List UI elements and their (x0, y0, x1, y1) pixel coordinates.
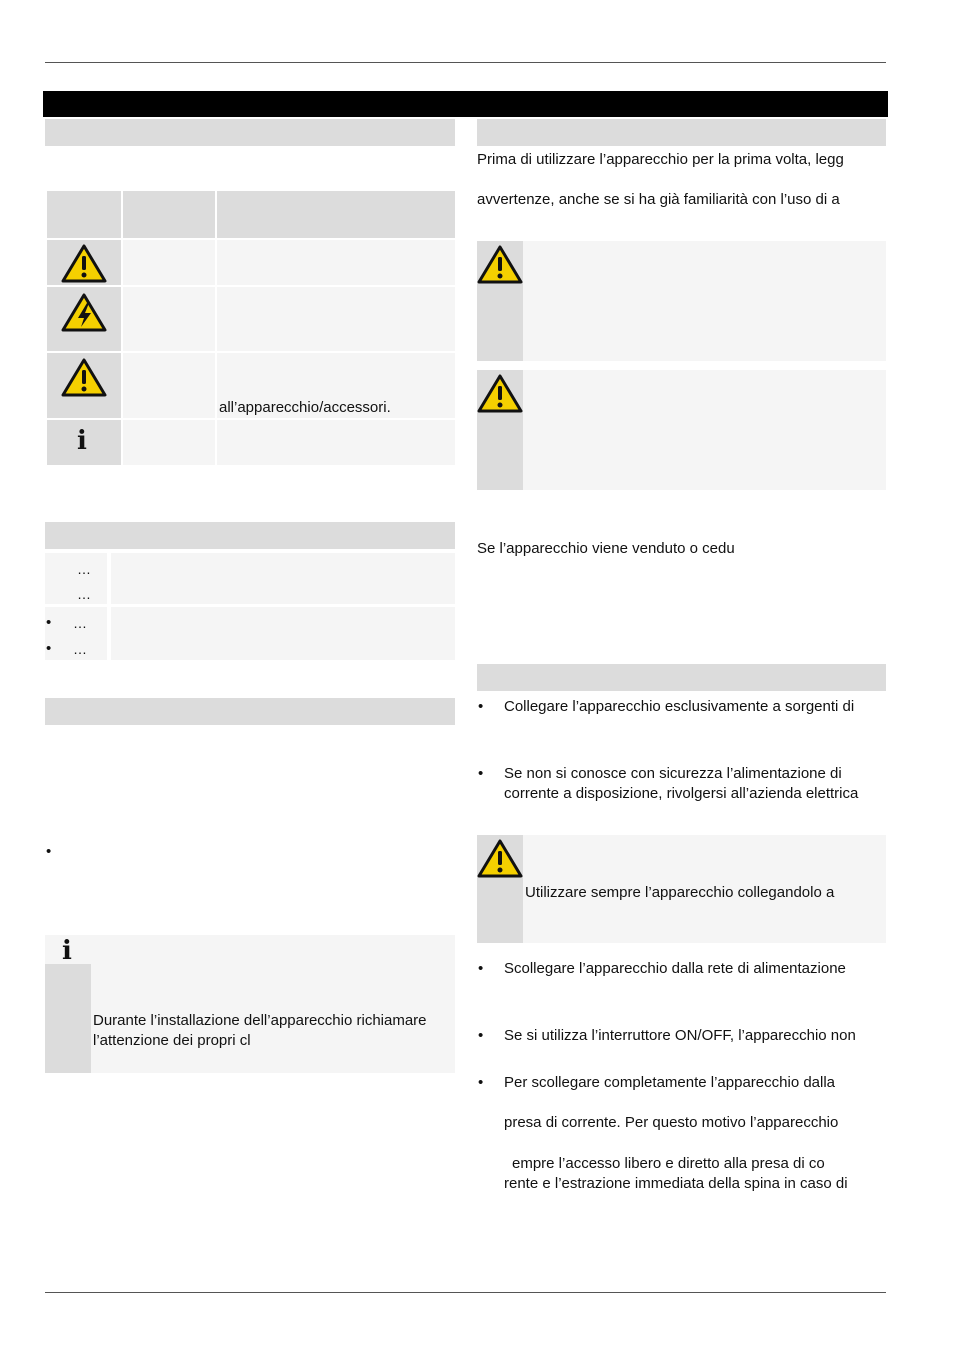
table-row-description: all’apparecchio/accessori. (219, 399, 391, 416)
table-row (123, 240, 215, 285)
info-icon: i (62, 936, 72, 966)
electric-hazard-icon (61, 292, 107, 332)
list-item: Scollegare l’apparecchio dalla rete di alimentazione (504, 960, 846, 977)
list-item: Se si utilizza l’interruttore ON/OFF, l’apparecchio non (504, 1027, 856, 1044)
list-item: presa di corrente. Per questo motivo l’apparecchio (504, 1114, 839, 1131)
table-row (217, 287, 455, 351)
warning-body (523, 370, 886, 490)
warning-triangle-icon (477, 244, 523, 284)
note-text: l’attenzione dei propri cl (93, 1032, 251, 1049)
bullet-list-sample: … (73, 641, 87, 657)
note-body (91, 935, 455, 1073)
bullet-marker: • (478, 765, 484, 782)
section-header-symbols (45, 119, 455, 146)
table-header-cell (217, 191, 455, 238)
bullet-marker: • (46, 843, 52, 860)
table-row (123, 287, 215, 351)
warning-text: Utilizzare sempre l’apparecchio collegandolo a (525, 884, 835, 901)
bullet-list-sample: … (73, 615, 87, 631)
bullet-marker: • (478, 960, 484, 977)
table-row (217, 240, 455, 285)
table-header-cell (123, 191, 215, 238)
intro-text: Prima di utilizzare l’apparecchio per la prima volta, legg (477, 151, 844, 168)
note-text: Durante l’installazione dell’apparecchio richiamare (93, 1012, 427, 1029)
warning-triangle-icon (477, 373, 523, 413)
list-item: Collegare l’apparecchio esclusivamente a sorgenti di (504, 698, 855, 715)
table-row (217, 420, 455, 465)
bullet-marker: • (46, 614, 52, 631)
bottom-rule (45, 1292, 886, 1293)
list-legend-row (111, 607, 455, 660)
table-row (123, 420, 215, 465)
section-header-list-legend (45, 522, 455, 549)
intro-text: avvertenze, anche se si ha già familiarità con l’uso di a (477, 191, 840, 208)
numbered-list-sample: … (77, 586, 91, 602)
list-item: empre l’accesso libero e diretto alla presa di co (512, 1155, 825, 1172)
table-row (123, 353, 215, 418)
resale-text: Se l’apparecchio viene venduto o cedu (477, 540, 735, 557)
list-item: corrente a disposizione, rivolgersi all’azienda elettrica (504, 785, 859, 802)
warning-triangle-icon (61, 243, 107, 283)
info-icon: i (77, 426, 87, 456)
list-legend-row (111, 553, 455, 604)
section-header-intended-use (45, 698, 455, 725)
list-item: rente e l’estrazione immediata della spina in caso di (504, 1175, 848, 1192)
section-header-power-supply (477, 664, 886, 691)
list-item: Se non si conosce con sicurezza l’alimentazione di (504, 765, 842, 782)
warning-triangle-icon (61, 357, 107, 397)
list-legend-row (45, 553, 107, 604)
warning-body (523, 241, 886, 361)
bullet-marker: • (478, 698, 484, 715)
list-item: Per scollegare completamente l’apparecchio dalla (504, 1074, 836, 1091)
table-header-cell (47, 191, 121, 238)
warning-triangle-icon (477, 838, 523, 878)
top-rule (45, 62, 886, 63)
section-header-safety (477, 119, 886, 146)
bullet-marker: • (46, 640, 52, 657)
bullet-marker: • (478, 1027, 484, 1044)
bullet-marker: • (478, 1074, 484, 1091)
numbered-list-sample: … (77, 561, 91, 577)
chapter-title-bar (43, 91, 888, 117)
